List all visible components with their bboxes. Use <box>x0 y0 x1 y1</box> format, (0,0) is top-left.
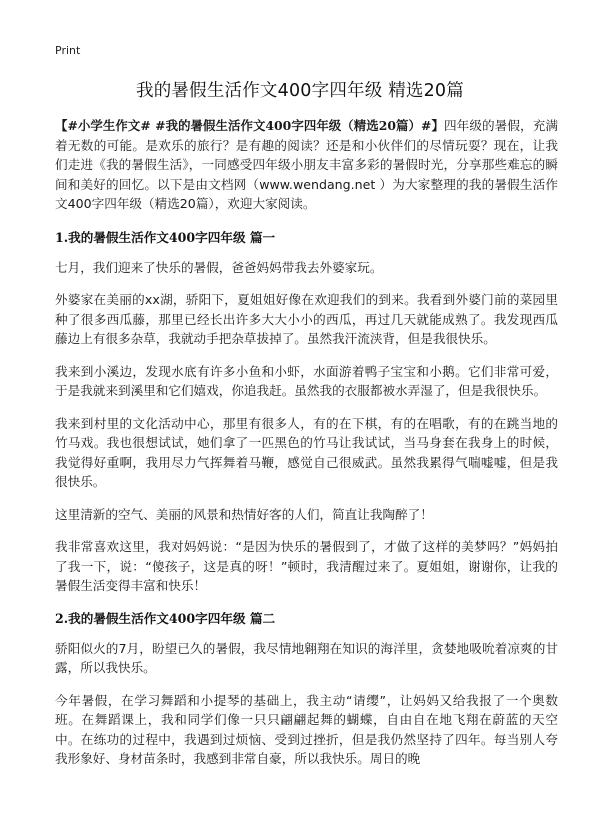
paragraph: 我非常喜欢这里，我对妈妈说：“是因为快乐的暑假到了，才做了这样的美梦吗？”妈妈拍了我一下，说：“傻孩子，这是真的呀！”顿时，我清醒过来了。夏姐姐，谢谢你，让我的暑假生活变得丰富和快乐！ <box>55 539 558 593</box>
paragraph: 我来到小溪边，发现水底有许多小鱼和小虾，水面游着鸭子宝宝和小鹅。它们非常可爱，于是我就来到溪里和它们嬉戏，你追我赶。虽然我的衣服都被水弄湿了，但是我很快乐。 <box>55 363 558 398</box>
section-heading-2: 2.我的暑假生活作文400字四年级 篇二 <box>55 610 276 626</box>
print-link[interactable]: Print <box>55 44 81 57</box>
paragraph: 这里清新的空气、美丽的风景和热情好客的人们，简直让我陶醉了！ <box>55 506 433 522</box>
intro-paragraph <box>55 116 558 214</box>
article-body <box>55 116 558 782</box>
section-heading-1: 1.我的暑假生活作文400字四年级 篇一 <box>55 229 276 245</box>
paragraph: 我来到村里的文化活动中心，那里有很多人，有的在下棋，有的在唱歌，有的在跳当地的竹马戏。我也很想试试，她们拿了一匹黑色的竹马让我试试，当马身套在我身上的时候，我觉得好重啊，我用尽力气挥舞着马鞭，感觉自己很威武。虽然我累得气喘嘘嘘，但是我很快乐。 <box>55 415 558 489</box>
intro-tags: 【#小学生作文# #我的暑假生活作文400字四年级（精选20篇）#】 <box>55 118 444 133</box>
paragraph: 骄阳似火的7月，盼望已久的暑假，我尽情地翱翔在知识的海洋里，贪婪地吸吮着凉爽的甘露，所以我快乐。 <box>55 640 558 675</box>
paragraph: 七月，我们迎来了快乐的暑假，爸爸妈妈带我去外婆家玩。 <box>55 259 383 275</box>
intro-text: 四年级的暑假，充满着无数的可能。是欢乐的旅行？是有趣的阅读？还是和小伙伴们的尽情玩耍？现在，让我们走进《我的暑假生活》，一同感受四年级小朋友丰富多彩的暑假时光，分享那些难忘的瞬间和美好的回忆。以下是由文档网（www.wendang.net ）为大家整理的我的暑假生活作文400字四年级（精选20篇），欢迎大家阅读。 <box>55 118 558 211</box>
paragraph: 今年暑假，在学习舞蹈和小提琴的基础上，我主动“请缨”，让妈妈又给我报了一个奥数班。在舞蹈课上，我和同学们像一只只翩翩起舞的蝴蝶，自由自在地飞翔在蔚蓝的天空中。在练功的过程中，我遇到过烦恼、受到过挫折，但是我仍然坚持了四年。每当别人夸我形象好、身材苗条时，我感到非常自豪，所以我快乐。周日的晚 <box>55 692 558 766</box>
paragraph: 外婆家在美丽的xx湖，骄阳下，夏姐姐好像在欢迎我们的到来。我看到外婆门前的菜园里种了很多西瓜藤，那里已经长出许多大大小小的西瓜，再过几天就能成熟了。我发现西瓜藤边上有很多杂草，我就动手把杂草拔掉了。虽然我汗流浃背，但是我很快乐。 <box>55 292 558 346</box>
page-title: 我的暑假生活作文400字四年级 精选20篇 <box>136 81 464 101</box>
